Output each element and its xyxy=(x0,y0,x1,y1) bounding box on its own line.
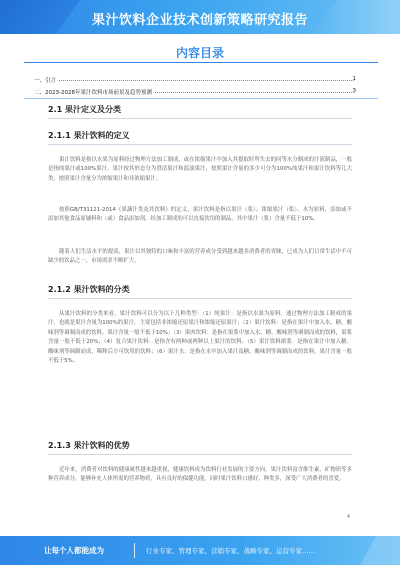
section-number: 2.1 xyxy=(48,105,63,114)
subsection-heading xyxy=(48,284,130,295)
paragraph-advantages: 近年来，消费者对饮料的健康属性越来越重视，健康饮料成为饮料行业发展的主要方向。果汁饮料富含维生素、矿物质等多种营养成分，能够补充人体所需的营养物质，具有良好的保健功能，同时果汁饮料口感好、种类多，深受广大消费者的喜爱。 xyxy=(48,467,352,483)
section-number: 2.1.3 xyxy=(48,441,71,450)
toc-item-label: 一、引言 xyxy=(34,78,57,84)
section-rule xyxy=(48,454,352,455)
section-number: 2.1.1 xyxy=(48,131,71,140)
toc-heading: 内容目录 xyxy=(175,46,224,60)
report-title: 果汁饮料企业技术创新策略研究报告 xyxy=(91,13,308,28)
toc-item-page: 3 xyxy=(352,88,356,94)
section-number: 2.1.2 xyxy=(48,285,71,294)
footer-decoration xyxy=(360,536,400,565)
footer-separator xyxy=(134,543,135,558)
section-title: 果汁饮料的优势 xyxy=(73,441,130,450)
section-title: 果汁饮料的分类 xyxy=(73,285,130,294)
toc-top-rule xyxy=(24,62,378,63)
toc-item-1[interactable] xyxy=(34,76,354,84)
paragraph-classification: 从果汁饮料的分类来看，果汁饮料可以分为以下几种类型：（1）纯果汁：是指以水果为原料，通过物理方法加工制成的果汁，也就是果汁含量为100%的果汁，主要包括非浓缩还原果汁和浓缩还原果汁；（2）果汁饮料：是指在果汁中加入水、糖、酸味剂等调制而成的饮料，果汁含量一般不低于10%；（3）果肉饮料：是指在果浆中加入水、糖、酸味剂等调制而成的饮料，果浆含量一般不低于20%；（4）复合果汁饮料：是指含有两种或两种以上果汁的饮料；（5）果汁饮料浓浆：是指在果汁中加入糖、酸味剂等调制而成，稀释后方可饮用的饮料；（6）果汁水：是指在水中加入果汁及糖、酸味剂等调制而成的饮料，果汁含量一般不低于5%。 xyxy=(48,311,352,365)
section-title: 果汁定义及分类 xyxy=(64,105,121,114)
page-number: 4 xyxy=(346,514,350,520)
footer-slogan: 让每个人都能成为 xyxy=(44,546,104,555)
footer-experts: 行业专家、管理专家、营销专家、战略专家、运营专家…… xyxy=(146,547,315,555)
toc-item-page: 1 xyxy=(352,76,356,82)
section-rule xyxy=(48,144,352,145)
section-heading xyxy=(48,104,121,115)
toc-item-label: 二、2023-2028年果汁饮料市场前景及趋势预测 xyxy=(34,90,152,96)
report-footer xyxy=(0,536,400,565)
section-rule xyxy=(48,118,352,119)
toc-item-2[interactable] xyxy=(34,88,354,96)
section-title: 果汁饮料的定义 xyxy=(73,131,130,140)
paragraph-definition-2: 按照GB/T31121-2014《果蔬汁类及其饮料》的定义，果汁饮料是指以果汁（浆）、浓缩果汁（浆）、水为原料，添加或不添加其他食品原辅料和（或）食品添加剂，经加工制成的可以直接饮用的制品，其中果汁（浆）含量不低于10%。 xyxy=(48,207,352,223)
section-rule xyxy=(48,298,352,299)
toc-dot-leader xyxy=(34,80,354,81)
paragraph-definition-3: 随着人们生活水平的提高，果汁以其独特的口味和丰富的营养成分受到越来越多消费者的青睐，已成为人们日常生活中不可缺少的饮品之一，市场需求不断扩大。 xyxy=(48,249,352,265)
report-header xyxy=(0,0,400,34)
paragraph-definition-1: 果汁饮料是指以水果为原料经过物理方法加工制成，或在浓缩果汁中加入其提取时所失去的同等水分制成的汁液制品，一般是指纯果汁或100%果汁。果汁按其形态分为澄清果汁和混浊果汁，按照果汁含量的多少可分为100%纯果汁和果汁饮料等几大类，按照果汁含量分为浓缩果汁和非浓缩果汁。 xyxy=(48,157,352,182)
toc-bottom-rule xyxy=(24,98,378,99)
subsection-heading xyxy=(48,440,130,451)
subsection-heading xyxy=(48,130,130,141)
